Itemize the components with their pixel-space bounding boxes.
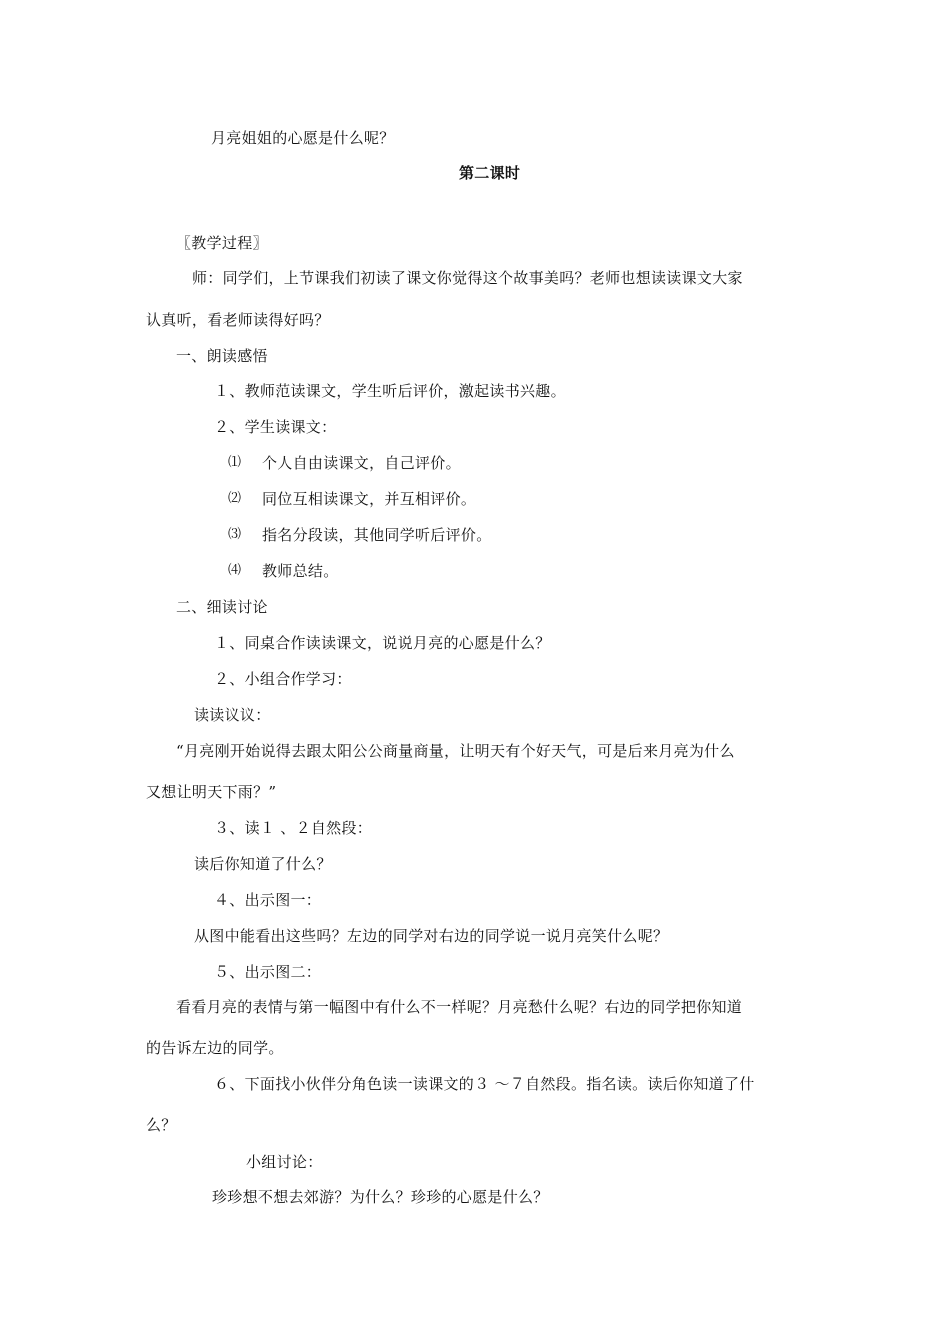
part1-sub1-text: 个人自由读课文，自己评价。 xyxy=(262,454,461,472)
part1-sub2-number: ⑵ xyxy=(228,491,242,506)
process-heading: 〖教学过程〗 xyxy=(176,234,268,252)
intro-line: 月亮姐姐的心愿是什么呢？ xyxy=(211,129,395,147)
part2-discuss-label: 读读议议： xyxy=(194,706,271,724)
section-title: 第二课时 xyxy=(459,164,521,182)
part2-heading: 二、细读讨论 xyxy=(176,598,268,616)
part2-item5-question-line-2: 的告诉左边的同学。 xyxy=(146,1039,284,1057)
part2-item3-question: 读后你知道了什么？ xyxy=(194,855,332,873)
part1-sub4-text: 教师总结。 xyxy=(262,562,339,580)
part2-item5-question-line-1: 看看月亮的表情与第一幅图中有什么不一样呢？月亮愁什么呢？右边的同学把你知道 xyxy=(176,998,743,1016)
part1-sub2-text: 同位互相读课文，并互相评价。 xyxy=(262,490,477,508)
part2-item2: ２、小组合作学习： xyxy=(214,670,352,688)
part2-item4-question: 从图中能看出这些吗？左边的同学对右边的同学说一说月亮笑什么呢？ xyxy=(194,927,669,945)
part2-item6-line-1: ６、下面找小伙伴分角色读一读课文的３ ～７自然段。指名读。读后你知道了什 xyxy=(214,1075,755,1093)
teacher-intro-line-1: 师：同学们，上节课我们初读了课文你觉得这个故事美吗？老师也想读读课文大家 xyxy=(192,269,743,287)
part2-item5: ５、出示图二： xyxy=(214,963,322,981)
part2-group-question: 珍珍想不想去郊游？为什么？珍珍的心愿是什么？ xyxy=(212,1188,549,1206)
part2-quote-line-1: “月亮刚开始说得去跟太阳公公商量商量，让明天有个好天气，可是后来月亮为什么 xyxy=(176,742,735,760)
part1-item1: １、教师范读课文，学生听后评价，激起读书兴趣。 xyxy=(214,382,566,400)
part2-item3: ３、读１ 、２自然段： xyxy=(214,819,373,837)
part1-sub3-text: 指名分段读，其他同学听后评价。 xyxy=(262,526,492,544)
part2-item4: ４、出示图一： xyxy=(214,891,322,909)
part2-quote-line-2: 又想让明天下雨？” xyxy=(146,783,277,801)
part1-sub1-number: ⑴ xyxy=(228,455,242,470)
part1-sub4-number: ⑷ xyxy=(228,563,242,578)
part2-group-label: 小组讨论： xyxy=(246,1153,323,1171)
part2-item6-line-2: 么？ xyxy=(146,1116,177,1134)
part2-item1: １、同桌合作读读课文，说说月亮的心愿是什么？ xyxy=(214,634,551,652)
teacher-intro-line-2: 认真听，看老师读得好吗？ xyxy=(146,311,330,329)
part1-item2: ２、学生读课文： xyxy=(214,418,337,436)
part1-sub3-number: ⑶ xyxy=(228,527,242,542)
part1-heading: 一、朗读感悟 xyxy=(176,347,268,365)
